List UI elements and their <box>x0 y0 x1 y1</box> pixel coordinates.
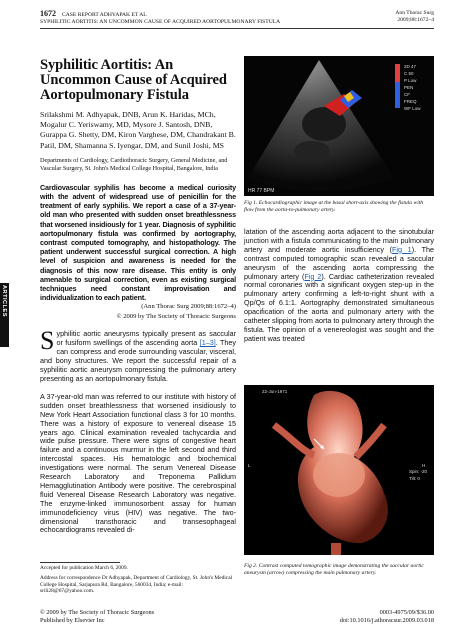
affiliation: Departments of Cardiology, Cardiothoracic Surgery, General Medicine, and Vascular Surgery, St. John's Medical College Hospital, Bangalore, India <box>40 156 228 172</box>
case-report-paragraph: A 37-year-old man was referred to our institute with history of sudden onset breathlessness that worsened insidiously to New York Heart Association functional class 3 for 10 months. There was a history of exposure to venereal disease 15 years ago. Clinical examination revealed tachycardia and wide pulse pressure. There were signs of congestive heart failure and a continuous murmur in the left second and third intercostal spaces. His hematologic and biochemical investigations were normal. The serum Venereal Disease Research Laboratory and Treponema Pallidum Hemagglutination Antibody were positive. The cerebrospinal fluid Venereal Disease Research Laboratory was negative. The enzyme-linked immunosorbent assay for human immunodeficiency virus (HIV) was negative. The two-dimensional transthoracic and transesophageal echocardiograms revealed di- <box>40 391 236 535</box>
footer-right <box>340 609 434 625</box>
ct-date-label: 22-Jun-1971 <box>262 389 288 394</box>
footnote <box>40 565 236 595</box>
reference-link[interactable]: [1–3] <box>199 338 216 348</box>
footer-left <box>40 609 154 625</box>
ct-left-marker: L <box>248 463 251 468</box>
page-number: 1672 <box>40 9 56 18</box>
header-rule <box>40 28 434 29</box>
correspondence-address: Address for correspondence Dr Adhyapak, Department of Cardiology, St. John's Medical College Hospital, Sarjapura Rd, Bangalore, 560034, India; e-mail: srili28@67@yahoo.com. <box>40 574 233 595</box>
ct-spin-label: Spin: -20 <box>409 469 428 474</box>
right-text-b: ). The contrast computed tomographic scan revealed a saccular aneurysm of the ascending aorta compressing the pulmonary artery ( <box>244 244 434 281</box>
ct-render <box>244 385 434 555</box>
figure-2-ct-image <box>244 385 434 555</box>
journal-name: Ann Thorac Surg <box>395 10 434 16</box>
header-left-line1: CASE REPORT ADHYAPAK ET AL <box>62 12 147 18</box>
article-title: Syphilitic Aortitis: An Uncommon Cause of Acquired Aortopulmonary Fistula <box>40 57 227 103</box>
ct-head-marker: H <box>422 463 426 468</box>
footer-issn: 0003-4975/09/$36.00 <box>379 609 434 616</box>
left-column <box>40 58 236 535</box>
echo-setting-4: CF <box>404 92 410 97</box>
author-list: Srilakshmi M. Adhyapak, DNB, Arun K. Haridas, MCh, Mogalur C. Yeriswamy, MD, Mysore J. Santosh, DNB, Gurappa G. Shetty, DM, Kiron Varghese, DM, Chandrakant B. Patil, DM, Shamanna S. Iyengar, DM, and Sunil Joshi, MS <box>40 110 236 150</box>
fig1-link[interactable]: Fig 1 <box>392 244 412 254</box>
footer-doi: doi:10.1016/j.athoracsur.2009.03.018 <box>339 617 434 624</box>
abstract: Cardiovascular syphilis has become a medical curiosity with the advent of widespread use of penicillin for the treatment of early syphilis. We report a case of a 37-year-old man who presented with sudden onset breathlessness that worsened insidiously for 1 year. Diagnosis of syphilitic aortopulmonary fistula was confirmed by aortography, contrast computed tomography, and histopathology. The patient underwent successful surgical correction. A high level of suspicion and awareness is needed for the diagnosis of this now rare disease. This entity is only amenable to surgical correction, even as existing surgical techniques need constant improvisation and individualization to each patient. <box>40 182 236 303</box>
journal-issue: 2009;88:1672–4 <box>397 17 434 23</box>
echo-image <box>244 56 434 196</box>
introduction-paragraph <box>40 326 236 383</box>
echo-setting-3: PEN <box>404 85 414 90</box>
figure-2-caption: Fig 2. Contrast computed tomographic image demonstrating the saccular aortic aneurysm (arrow) compressing the main pulmonary artery. <box>244 563 424 576</box>
side-tab-label: FEATURE ARTICLES <box>1 285 13 317</box>
citation: (Ann Thorac Surg 2009;88:1672–4) <box>141 303 236 311</box>
accepted-date: Accepted for publication March 6, 2009. <box>40 565 128 571</box>
footer-copyright: © 2009 by The Society of Thoracic Surgeons <box>40 609 155 616</box>
intro-tail: . They can compress and erode surrounding vascular, visceral, and bony structures. We report the successful repair of a syphilitic aortic aneurysm compressing the pulmonary artery presenting as an aortopulmonary fistula. <box>40 338 236 383</box>
echo-setting-6: WF Low <box>404 106 421 111</box>
atrium-shadow <box>294 141 330 161</box>
fig2-link[interactable]: Fig 2 <box>304 271 322 281</box>
right-column-paragraph <box>244 228 434 344</box>
section-side-tab <box>0 283 13 347</box>
footnote-rule <box>40 562 120 563</box>
echo-setting-1: C 50 <box>404 71 414 76</box>
figure-1-caption: Fig 1. Echocardiographic image at the basal short-axis showing the fistula with flow from the aorta-to-pulmonary artery. <box>244 200 424 213</box>
color-scale-red <box>395 64 400 82</box>
echo-setting-2: P Low <box>404 78 417 83</box>
heart-rate-label: HR 77 BPM <box>248 188 275 194</box>
copyright-line: © 2009 by The Society of Thoracic Surgeons <box>116 312 236 320</box>
echo-setting-0: 2D 47 <box>404 64 417 69</box>
ct-tilt-label: Tilt: 0 <box>409 476 420 481</box>
header-left-line2: SYPHILITIC AORTITIS: AN UNCOMMON CAUSE OF ACQUIRED AORTOPULMONARY FISTULA <box>40 19 281 25</box>
saccular-aneurysm <box>313 453 365 497</box>
drop-cap: S <box>40 326 55 356</box>
footer-publisher: Published by Elsevier Inc <box>40 617 105 624</box>
echo-setting-5: FREQ <box>404 99 417 104</box>
intro-text: yphilitic aortic aneurysms typically present as saccular or fusiform swellings of the ascending aorta <box>56 329 236 348</box>
echo-settings <box>404 64 421 111</box>
right-text-a: latation of the ascending aorta adjacent to the sinotubular junction with a fistula communicating to the main pulmonary artery and moderate aortic insufficiency ( <box>244 227 434 254</box>
right-text-c: ). Cardiac catheterization revealed normal coronaries with a significant oxygen step-up in the pulmonary artery confirming a left-to-right shunt with a Qp/Qs of 6.1:1. Aortography demonstrated simultaneous opacification of the aorta and pulmonary artery with the catheter slipping from aorta to pulmonary artery through the fistula. The opinion of a venereologist was sought and the patient was treated <box>244 271 434 343</box>
figure-1-echocardiogram <box>244 56 434 196</box>
